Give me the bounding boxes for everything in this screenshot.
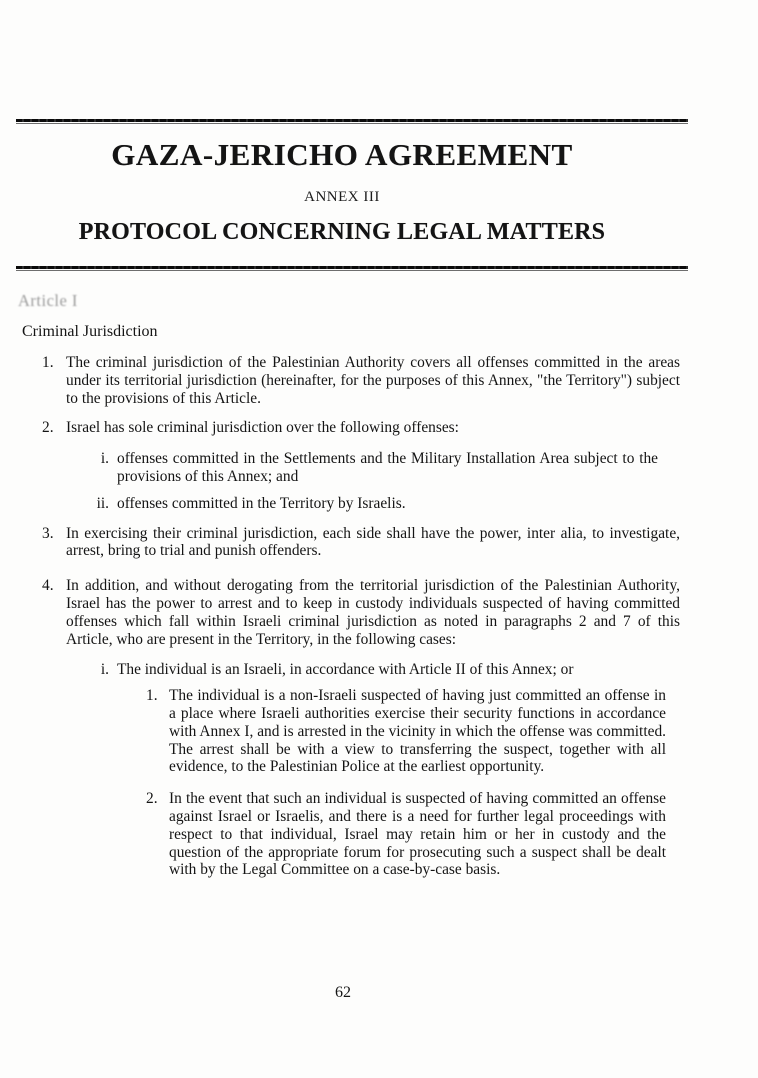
item-number: i. [100, 661, 109, 679]
article-body [18, 291, 680, 879]
article-heading: Article I [18, 291, 78, 310]
item-number: 3. [42, 524, 54, 542]
list-item-4 [22, 577, 680, 648]
clause-list [22, 354, 680, 879]
list-item-4-i-1 [22, 687, 666, 776]
rule-thick-line [16, 119, 688, 122]
item-text: offenses committed in the Territory by Israelis. [117, 494, 406, 512]
annex-label: ANNEX III [304, 189, 380, 205]
item-text: In addition, and without derogating from the territorial jurisdiction of the Palestinian Authority, Israel has the power to arrest and to keep in custody individuals suspected of having committed offenses which fall within Israeli criminal jurisdiction as noted in paragraphs 2 and 7 of this Article, who are present in the Territory, in the following cases: [66, 577, 680, 648]
list-item-1 [22, 354, 680, 407]
document-header [16, 138, 668, 246]
header-rule-bottom [16, 266, 688, 271]
item-text: Israel has sole criminal jurisdiction over the following offenses: [66, 419, 459, 437]
item-text: In exercising their criminal jurisdiction, each side shall have the power, inter alia, to investigate, arrest, bring to trial and punish offenders. [66, 524, 680, 560]
list-item-4-i-2 [22, 790, 666, 879]
list-item-3 [22, 525, 680, 561]
rule-thin-line [16, 270, 688, 271]
section-heading: Criminal Jurisdiction [22, 323, 158, 340]
item-number: 1. [146, 687, 158, 705]
protocol-title: PROTOCOL CONCERNING LEGAL MATTERS [78, 219, 606, 245]
item-number: ii. [96, 494, 109, 512]
item-text: In the event that such an individual is suspected of having committed an offense against Israel or Israelis, and there is a need for further legal proceedings with respect to that individual, Israel may retain him or her in custody and the question of the appropriate forum for prosecuting such a suspect shall be dealt with by the Legal Committee on a case-by-case basis. [169, 790, 666, 879]
item-text: The individual is a non-Israeli suspected of having just committed an offense in a place where Israeli authorities exercise their security functions in accordance with Annex I, and is arrested in the vicinity in which the offense was committed. The arrest shall be with a view to transferring the suspect, together with all evidence, to the Palestinian Police at the earliest opportunity. [169, 687, 666, 776]
item-number: 4. [42, 577, 54, 595]
item-number: 1. [42, 354, 54, 371]
rule-thick-line [16, 266, 688, 269]
document-title: GAZA-JERICHO AGREEMENT [111, 137, 573, 172]
page-number: 62 [335, 984, 351, 1001]
item-number: 2. [42, 419, 54, 437]
item-text: The criminal jurisdiction of the Palestinian Authority covers all offenses committed in the areas under its territorial jurisdiction (hereinafter, for the purposes of this Annex, "the Territory") subject to the provisions of this Article. [66, 354, 680, 407]
item-text: The individual is an Israeli, in accordance with Article II of this Annex; or [117, 661, 574, 679]
item-number: i. [100, 450, 109, 468]
item-text: offenses committed in the Settlements and the Military Installation Area subject to the provisions of this Annex; and [117, 450, 658, 485]
item-number: 2. [146, 790, 158, 808]
list-item-2 [22, 419, 680, 437]
header-rule-top [16, 119, 688, 124]
list-item-2-i [22, 450, 658, 486]
rule-thin-line [16, 123, 688, 124]
list-item-4-i [22, 661, 680, 679]
list-item-2-ii [22, 495, 680, 513]
